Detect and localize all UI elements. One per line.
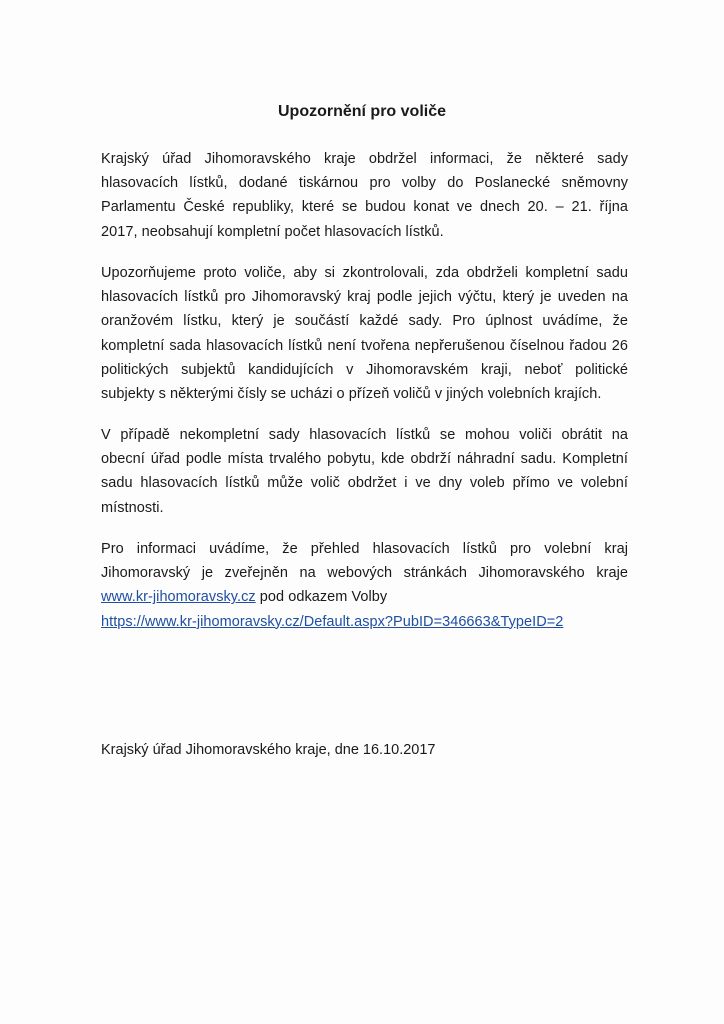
paragraph-line: 2017, neobsahují kompletní počet hlasovacích lístků. xyxy=(101,223,444,240)
paragraph-line: Pro informaci uvádíme, že přehled hlasovacích lístků pro volební kraj xyxy=(101,541,628,557)
paragraph-line: místnosti. xyxy=(101,499,164,516)
paragraph-line: V případě nekompletní sady hlasovacích lístků se mohou voliči obrátit na xyxy=(101,427,628,443)
paragraph-line: sadu hlasovacích lístků může volič obdržet i ve dny voleb přímo ve volební xyxy=(101,475,628,492)
paragraph-line: Jihomoravský je zveřejněn na webových stránkách Jihomoravského kraje xyxy=(101,565,628,582)
paragraph-line-with-link xyxy=(101,585,628,609)
document-footer-signature: Krajský úřad Jihomoravského kraje, dne 16.10.2017 xyxy=(101,742,436,758)
paragraph-1 xyxy=(101,147,628,244)
paragraph-line: oranžovém lístku, který je součástí každé sady. Pro úplnost uvádíme, že xyxy=(101,313,628,330)
document-title: Upozornění pro voliče xyxy=(277,103,446,120)
paragraph-line-with-link xyxy=(101,610,628,634)
paragraph-2 xyxy=(101,261,628,406)
paragraph-line: Upozorňujeme proto voliče, aby si zkontrolovali, zda obdrželi kompletní sadu xyxy=(101,265,628,281)
paragraph-line: Krajský úřad Jihomoravského kraje obdržel informaci, že některé sady xyxy=(101,151,628,167)
website-link[interactable]: www.kr-jihomoravsky.cz xyxy=(101,589,256,606)
paragraph-4 xyxy=(101,537,628,634)
link-suffix-text: pod odkazem Volby xyxy=(255,589,388,606)
paragraph-line: subjekty s některými čísly se ucházi o přízeň voličů v jiných volebních krajích. xyxy=(101,386,602,403)
paragraph-line: hlasovacích lístků, dodané tiskárnou pro volby do Poslanecké sněmovny xyxy=(101,175,628,192)
paragraph-line: Parlamentu České republiky, které se budou konat ve dnech 20. – 21. října xyxy=(101,199,628,216)
paragraph-line: hlasovacích lístků pro Jihomoravský kraj podle jejich výčtu, který je uveden na xyxy=(101,289,628,306)
paragraph-line: obecní úřad podle místa trvalého pobytu, kde obdrží náhradní sadu. Kompletní xyxy=(101,451,628,468)
volby-url-link[interactable]: https://www.kr-jihomoravsky.cz/Default.aspx?PubID=346663&TypeID=2 xyxy=(101,613,564,630)
paragraph-3 xyxy=(101,423,628,520)
paragraph-line: politických subjektů kandidujících v Jihomoravském kraji, neboť politické xyxy=(101,361,628,378)
paragraph-line: kompletní sada hlasovacích lístků není tvořena nepřerušenou číselnou řadou 26 xyxy=(101,337,628,354)
